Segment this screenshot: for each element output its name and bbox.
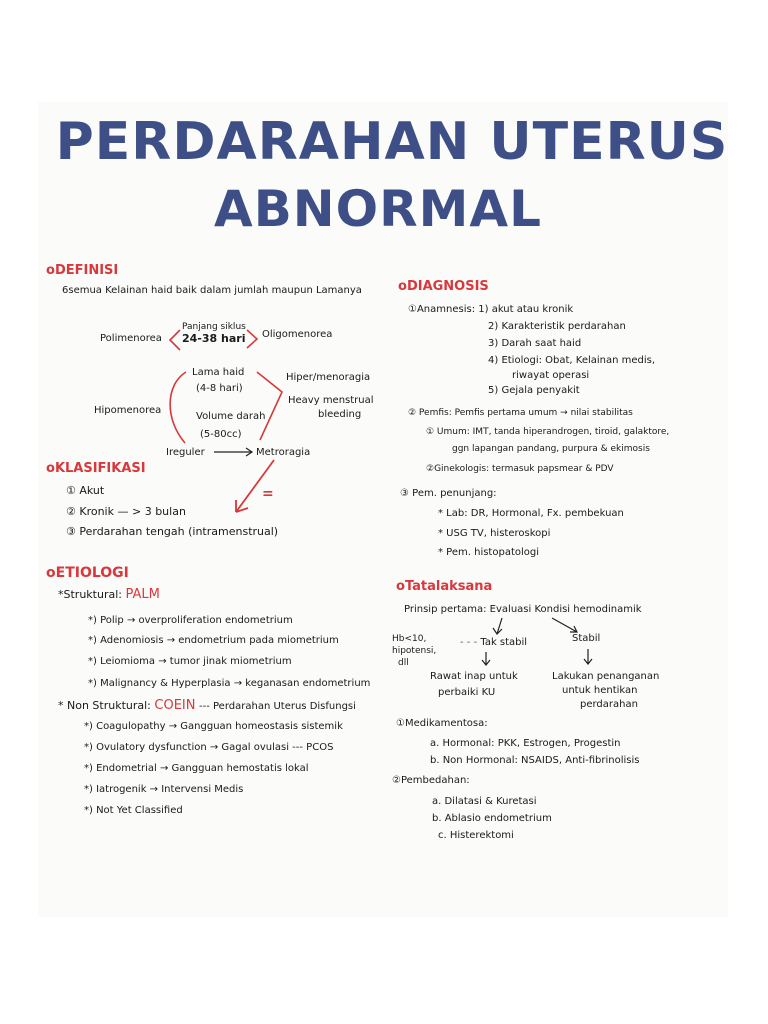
etiologi-heading: oETIOLOGI [46,565,129,581]
non-hormonal: b. Non Hormonal: NSAIDS, Anti-fibrinolisis [430,755,640,766]
coein-item: *) Iatrogenik → Intervensi Medis [84,784,244,795]
heavy-menstrual: Heavy menstrual [288,395,374,406]
lakukan-penanganan: Lakukan penanganan [552,671,660,682]
bracket-left-curly-icon [170,372,186,443]
bracket-right-arrow-icon [247,330,257,348]
penunjang-item: * Pem. histopatologi [438,547,540,558]
ginekologis: ②Ginekologis: termasuk papsmear & PDV [426,464,614,474]
klasifikasi-tengah: ③ Perdarahan tengah (intramenstrual) [66,525,279,538]
hb-label: Hb<10, [392,634,427,644]
hormonal: a. Hormonal: PKK, Estrogen, Progestin [430,738,621,749]
nonstruktural-label: * Non Struktural: COEIN --- Perdarahan Uterus Disfungsi [58,698,356,713]
bedah-item: c. Histerektomi [438,830,514,841]
arrow-down-right-icon [552,618,577,632]
bracket-left-arrow-icon [170,330,180,350]
pembedahan: ②Pembedahan: [392,775,470,786]
coein-item: *) Coagulopathy → Gangguan homeostasis sistemik [84,721,343,732]
definisi-text: 6semua Kelainan haid baik dalam jumlah maupun Lamanya [62,285,362,296]
coein-item: *) Endometrial → Gangguan hemostatis lokal [84,763,309,774]
ireguler: Ireguler [166,447,205,458]
title-line-1: PERDARAHAN UTERUS [55,112,729,172]
anamnesis-item: riwayat operasi [512,370,590,381]
metroragia: Metroragia [256,447,311,458]
klasifikasi-kronik: ② Kronik — > 3 bulan [66,505,186,518]
hipermenoragia: Hiper/menoragia [286,372,371,383]
stabil: Stabil [572,633,601,644]
anamnesis-item: 5) Gejala penyakit [488,385,580,396]
klasifikasi-akut: ① Akut [66,484,105,497]
tak-stabil: - - - Tak stabil [460,637,528,648]
palm-acronym: PALM [125,587,160,602]
hipomenorea: Hipomenorea [94,405,162,416]
equals-sign: = [262,486,274,502]
perdarahan: perdarahan [580,699,638,710]
struktural-label: *Struktural: PALM [58,587,160,602]
arrow-right-icon [214,448,252,456]
pemfis: ② Pemfis: Pemfis pertama umum → nilai stabilitas [408,408,633,418]
arrow-down-left-icon [493,618,502,634]
arrow-down-icon [584,649,592,664]
prinsip: Prinsip pertama: Evaluasi Kondisi hemodinamik [404,604,642,615]
panjang-siklus: Panjang siklus [182,322,246,332]
lama-haid-value: (4-8 hari) [196,383,243,394]
anamnesis-item: 3) Darah saat haid [488,338,582,349]
medikamentosa: ①Medikamentosa: [396,718,488,729]
rawat-inap-cont: perbaiki KU [438,687,496,698]
anamnesis-item: 2) Karakteristik perdarahan [488,321,626,332]
pem-penunjang: ③ Pem. penunjang: [400,488,497,499]
siklus-value: 24-38 hari [182,332,246,345]
dll-label: dll [398,658,409,668]
diagnosis-heading: oDIAGNOSIS [398,279,489,294]
bedah-item: b. Ablasio endometrium [432,813,552,824]
volume-darah-value: (5-80cc) [200,429,242,440]
bleeding: bleeding [318,409,362,420]
volume-darah: Volume darah [196,411,266,422]
hipotensi-label: hipotensi, [392,646,437,656]
coein-item: *) Not Yet Classified [84,805,183,816]
palm-item: *) Adenomiosis → endometrium pada miometrium [88,635,339,646]
bedah-item: a. Dilatasi & Kuretasi [432,796,537,807]
polimenorea: Polimenorea [100,333,162,344]
palm-item: *) Leiomioma → tumor jinak miometrium [88,656,292,667]
pemfis-umum-cont: ggn lapangan pandang, purpura & ekimosis [452,444,650,454]
arrow-down-icon [482,652,490,665]
anamnesis-item: 4) Etiologi: Obat, Kelainan medis, [488,355,656,366]
coein-acronym: COEIN [154,698,196,713]
oligomenorea: Oligomenorea [262,329,333,340]
title-line-2: ABNORMAL [214,180,542,238]
red-arrow-icon [236,460,274,512]
rawat-inap: Rawat inap untuk [430,671,518,682]
hentikan: untuk hentikan [562,685,638,696]
pemfis-umum: ① Umum: IMT, tanda hiperandrogen, tiroid, galaktore, [426,427,670,437]
klasifikasi-heading: oKLASIFIKASI [46,461,146,476]
bracket-right-curly-icon [257,372,282,440]
penunjang-item: * USG TV, histeroskopi [438,528,551,539]
coein-item: *) Ovulatory dysfunction → Gagal ovulasi --- PCOS [84,742,334,753]
definisi-heading: oDEFINISI [46,263,119,278]
lama-haid: Lama haid [192,367,245,378]
tatalaksana-heading: oTatalaksana [396,579,493,594]
anamnesis: ①Anamnesis: 1) akut atau kronik [408,304,574,315]
penunjang-item: * Lab: DR, Hormonal, Fx. pembekuan [438,508,624,519]
palm-item: *) Malignancy & Hyperplasia → keganasan endometrium [88,678,371,689]
palm-item: *) Polip → overproliferation endometrium [88,615,293,626]
